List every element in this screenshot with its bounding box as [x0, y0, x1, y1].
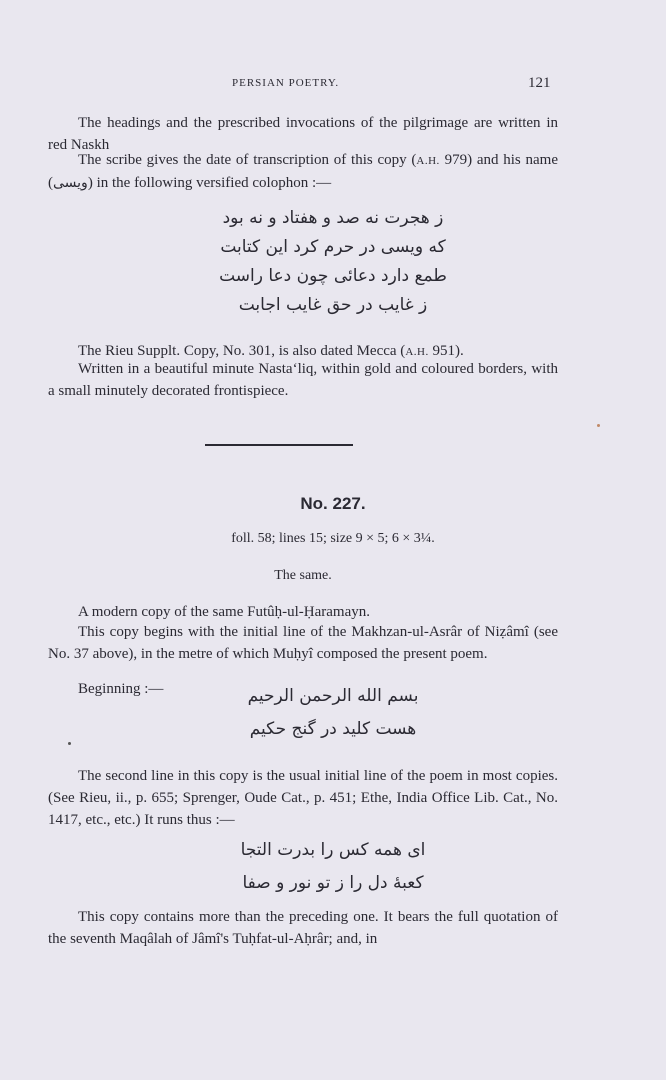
- colophon-line-1: ز هجرت نه صد و هفتاد و نه بود: [222, 208, 444, 228]
- paragraph-modern-copy: A modern copy of the same Futûḥ-ul-Ḥaramayn.: [78, 604, 371, 620]
- rieu-text-a: The Rieu Supplt. Copy, No. 301, is also dated Mecca (: [78, 343, 406, 359]
- rieu-text-b: 951).: [428, 343, 464, 359]
- paper-speck: [597, 424, 600, 427]
- entry-description: foll. 58; lines 15; size 9 × 5; 6 × 3¼.: [231, 531, 435, 546]
- beginning-verses: [0, 682, 666, 744]
- entry-number: No. 227.: [300, 494, 366, 513]
- paragraph-headings: The headings and the prescribed invocations of the pilgrimage are written in red Naskh: [48, 115, 558, 153]
- rieu-ah: A.H.: [405, 346, 429, 358]
- runs-thus-verses: [0, 836, 666, 898]
- paragraph-second-line: The second line in this copy is the usual initial line of the poem in most copies. (See Rieu, ii., p. 655; Sprenger, Oude Cat., p. 451; Ethe, India Office Lib. Cat., No. 1417, etc., etc.) It runs thus :—: [48, 768, 558, 828]
- paragraph-scribe: [48, 149, 558, 194]
- runs-thus-line-1: ای همه كس را بدرت التجا: [240, 840, 426, 860]
- scribe-ah: A.H.: [416, 155, 440, 167]
- colophon-line-2: كه ویسی در حرم كرد این كتابت: [220, 237, 446, 257]
- section-divider: [205, 444, 353, 446]
- colophon-verses: [0, 204, 666, 320]
- scribe-text-b: 979) and his name (: [48, 152, 558, 191]
- paragraph-contains: This copy contains more than the preceding one. It bears the full quotation of the seventh Maqâlah of Jâmî's Tuḥfat-ul-Aḥrâr; and, in: [48, 909, 558, 947]
- entry-title: The same.: [274, 568, 332, 583]
- scribe-text-a: The scribe gives the date of transcription of this copy (: [78, 152, 417, 168]
- beginning-line-1: بسم الله الرحمن الرحیم: [247, 686, 419, 706]
- paragraph-begins: This copy begins with the initial line of the Makhzan-ul-Asrâr of Niẓâmî (see No. 37 above), in the metre of which Muḥyî composed the present poem.: [48, 624, 558, 662]
- paper-speck: [68, 742, 71, 745]
- running-head: PERSIAN POETRY.: [232, 77, 340, 89]
- scribe-name: ویسی: [53, 175, 88, 191]
- colophon-line-3: طمع دارد دعائی چون دعا راست: [219, 266, 447, 286]
- beginning-label: Beginning :—: [78, 681, 164, 697]
- paragraph-written: Written in a beautiful minute Nasta‘liq, within gold and coloured borders, with a small minutely decorated frontispiece.: [48, 361, 558, 399]
- scribe-text-c: ) in the following versified colophon :—: [87, 175, 332, 191]
- beginning-line-2: هست كلید در گنج حكیم: [249, 719, 417, 739]
- runs-thus-line-2: كعبهٔ دل را ز تو نور و صفا: [242, 873, 424, 893]
- page-number: 121: [528, 75, 551, 91]
- colophon-line-4: ز غایب در حق غایب اجابت: [238, 295, 428, 315]
